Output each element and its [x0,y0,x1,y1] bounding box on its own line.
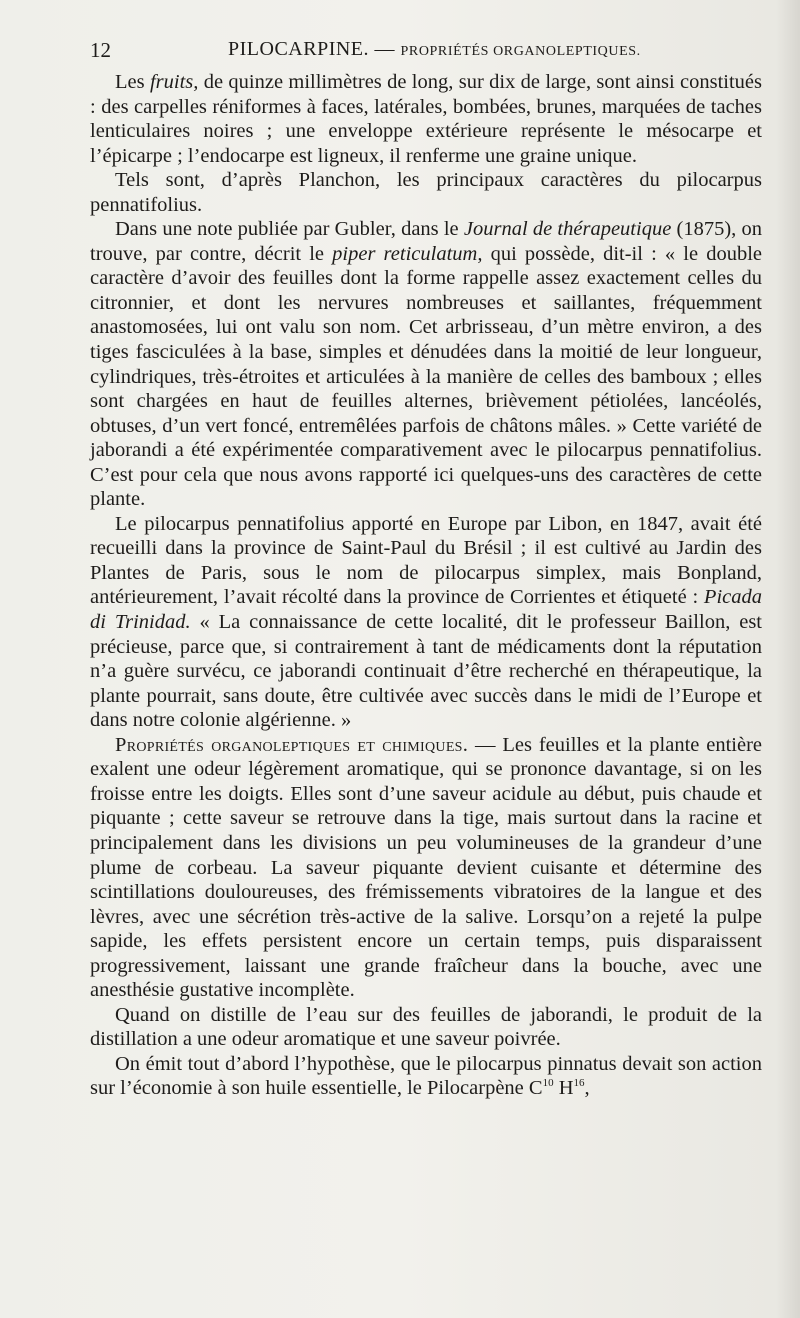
paragraph-properties [90,733,762,1003]
p4-text-start: Le pilocarpus pennatifolius apporté en Europe par Libon, en 1847, avait été recueilli dans la province de Saint-Paul du Brésil ; il est cultivé au Jardin des Plantes de Paris, sous le nom de pilocarpus simplex, mais Bonpland, antérieurement, l’avait récolté dans la province de Corrientes et étiqueté : [90,512,762,609]
formula-sup-hydrogen: 16 [573,1077,585,1090]
page-number: 12 [90,38,111,62]
running-title [228,38,641,61]
running-title-main: PILOCARPINE. — [228,38,396,60]
p3-text-mid: (1875), on trouve, par contre, décrit le [90,218,763,265]
p3-text-end: qui possède, dit-il : « le double caractère d’avoir des feuilles dont la forme rappelle assez exactement celles du citronnier, et dont les nervures nombreuses et saillantes, fréquemment anastomosées, lui ont valu son nom. Cet arbrisseau, d’un mètre environ, a des tiges fasciculées à la base, simples et dénudées dans la moitié de leur longueur, cylindriques, très-étroites et articulées à la manière de celles des bamboux ; elles sont chargées en haut de feuilles alternes, brièvement pétiolées, lancéolés, obtuses, d’un vert foncé, entremêlées parfois de châtons mâles. » Cette variété de jaborandi a été expérimentée comparativement avec le pilocarpus pennatifolius. C’est pour cela que nous avons rapporté ici quelques-uns des caractères de cette plante. [90,242,763,511]
label-name: Picada di Trinidad. [90,586,762,634]
running-header [90,38,762,64]
p4-text-end: « La connaissance de cette localité, dit le professeur Baillon, est précieuse, parce que, si contrairement à tant de médicaments dont la réputation n’a guère survécu, ce jaborandi continuait d’être recherché en thérapeutique, la plante pourrait, sans doute, être cultivée avec succès dans le midi de l’Europe et dans notre colonie algérienne. » [90,611,762,732]
species-name: piper reticulatum, [332,242,483,265]
paragraph-distillation: Quand on distille de l’eau sur des feuilles de jaborandi, le produit de la distillation a une odeur aromatique et une saveur poivrée. [90,1003,762,1051]
body-text [90,70,762,1101]
p7-text-start: On émit tout d’abord l’hypothèse, que le pilocarpus pinnatus devait son action sur l’économie à son huile essentielle, le Pilocarpène C [90,1052,762,1100]
p7-text-end: , [584,1077,590,1100]
p3-text-start: Dans une note publiée par Gubler, dans le [115,218,464,241]
journal-title: Journal de thérapeutique [463,218,672,241]
paragraph-planchon: Tels sont, d’après Planchon, les principaux caractères du pilocarpus pennatifolius. [90,169,762,216]
p1-text-start: Les [115,71,150,93]
paragraph-hypothesis [90,1052,762,1101]
p5-text: — Les feuilles et la plante entière exalent une odeur légèrement aromatique, qui se prononce davantage, si on les froisse entre les doigts. Elles sont d’une saveur acidule au début, puis chaude et piquante ; cette saveur se retrouve dans la tige, mais surtout dans la racine et principalement dans les divisions un peu volumineuses de la grandeur d’une plume de corbeau. La saveur piquante devient cuisante et détermine des scintillations douloureuses, des frémissements vibratoires de la langue et des lèvres, avec une sécrétion très-active de la salive. Lorsqu’on a rejeté la pulpe sapide, les effets persistent encore un certain temps, puis disparaissent progressivement, laissant une grande fraîcheur dans la bouche, avec une anesthésie gustative incomplète. [90,733,762,1002]
p1-emphasis: fruits, [149,71,199,93]
p1-text-end: de quinze millimètres de long, sur dix de large, sont ainsi constitués : des carpelles réniformes à faces, latérales, bombées, brunes, marquées de taches lenticulaires noires ; une enveloppe extérieure représente le mésocarpe et l’épicarpe ; l’endocarpe est ligneux, il renferme une graine unique. [90,71,762,167]
paragraph-libon [90,512,762,733]
formula-sup-carbon: 10 [542,1077,554,1090]
running-title-section: PROPRIÉTÉS ORGANOLEPTIQUES. [400,44,641,59]
section-heading: Propriétés organoleptiques et chimiques. [115,733,469,756]
p7-text-mid: H [553,1077,574,1100]
paragraph-fruits [90,70,762,168]
paragraph-gubler [90,217,762,512]
